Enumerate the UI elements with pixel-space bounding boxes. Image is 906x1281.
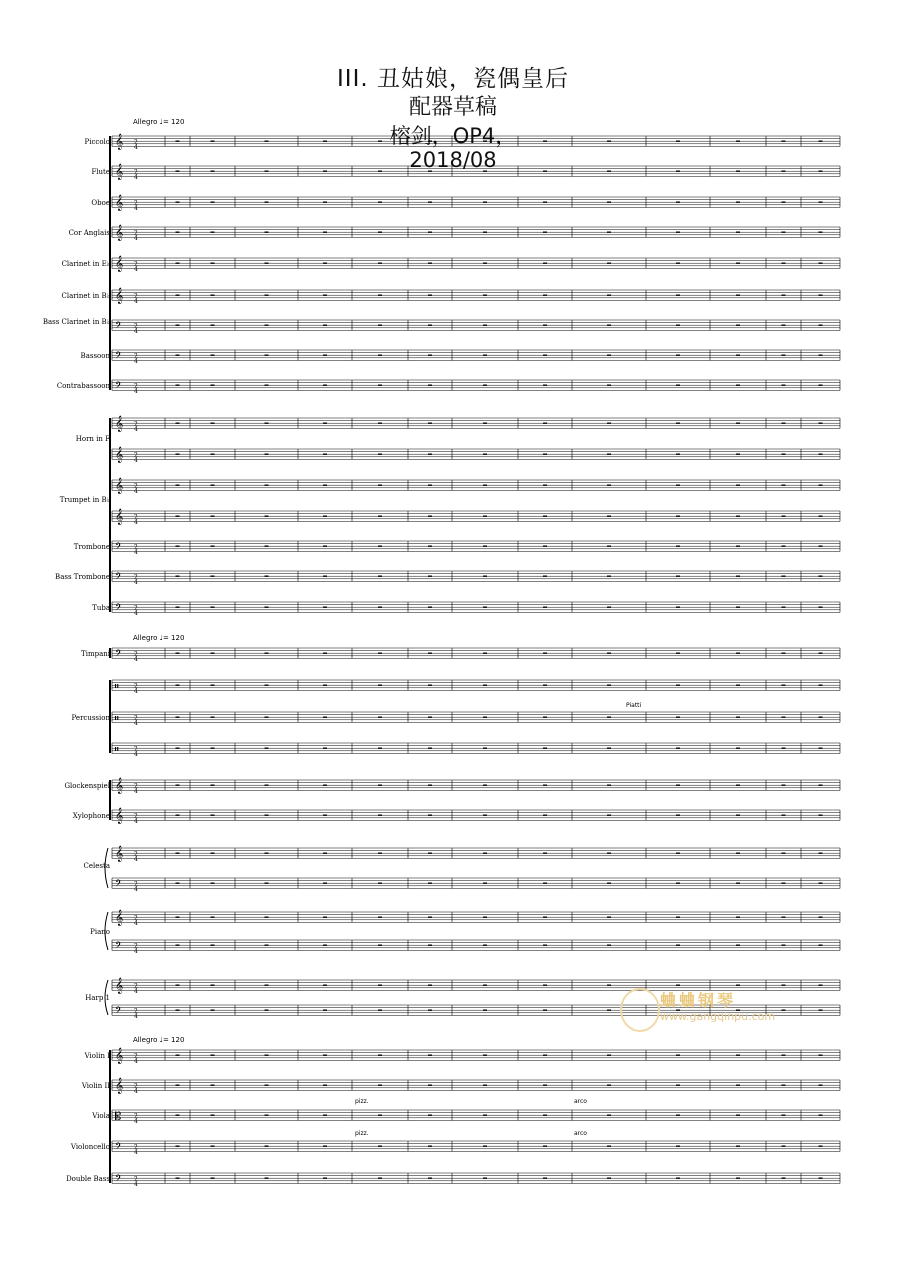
svg-text:2: 2 — [134, 851, 138, 858]
svg-text:2: 2 — [134, 323, 138, 330]
instrument-label: Celesta — [83, 862, 110, 870]
instrument-label: Trumpet in B♭ — [59, 496, 110, 504]
clef-violin-i: 𝄞 — [115, 1048, 124, 1064]
clef-trumpet-in-b-2: 𝄞 — [115, 509, 124, 525]
instrument-label: Percussion — [71, 714, 110, 722]
clef-bassoon: 𝄢 — [115, 350, 123, 363]
clef-trombone: 𝄢 — [115, 541, 123, 554]
clef-harp-1-bass: 𝄢 — [115, 1005, 123, 1018]
instrument-label: Piano — [90, 928, 110, 936]
svg-text:2: 2 — [134, 915, 138, 922]
clef-horn-in-f: 𝄞 — [115, 416, 124, 432]
svg-text:2: 2 — [134, 483, 138, 490]
svg-text:4: 4 — [134, 519, 138, 526]
svg-text:2: 2 — [134, 200, 138, 207]
clef-violin-ii: 𝄞 — [115, 1078, 124, 1094]
svg-text:2: 2 — [134, 983, 138, 990]
svg-text:2: 2 — [134, 715, 138, 722]
svg-text:4: 4 — [134, 235, 138, 242]
svg-text:4: 4 — [134, 1013, 138, 1020]
tempo-marking-timpani: Allegro ♩= 120 — [133, 634, 185, 642]
svg-text:4: 4 — [134, 1058, 138, 1065]
svg-text:2: 2 — [134, 1053, 138, 1060]
watermark — [620, 988, 800, 1028]
clef-oboe: 𝄞 — [115, 195, 124, 211]
svg-text:4: 4 — [134, 948, 138, 955]
svg-text:2: 2 — [134, 813, 138, 820]
clef-viola: 𝄡 — [115, 1110, 122, 1123]
clef-clarinet-in-b-: 𝄞 — [115, 288, 124, 304]
svg-text:4: 4 — [134, 358, 138, 365]
tempo-marking-strings: Allegro ♩= 120 — [133, 1036, 185, 1044]
score-title: III. 丑姑娘，瓷偶皇后 — [337, 66, 569, 92]
svg-text:4: 4 — [134, 426, 138, 433]
instrument-label: Violin I — [84, 1052, 110, 1060]
instrument-label: Violin II — [81, 1082, 110, 1090]
svg-text:2: 2 — [134, 1113, 138, 1120]
svg-text:4: 4 — [134, 488, 138, 495]
svg-text:2: 2 — [134, 746, 138, 753]
svg-text:2: 2 — [134, 230, 138, 237]
svg-text:4: 4 — [134, 1149, 138, 1156]
svg-text:2: 2 — [134, 783, 138, 790]
clef-violoncello: 𝄢 — [115, 1141, 123, 1154]
svg-text:4: 4 — [134, 818, 138, 825]
svg-text:2: 2 — [134, 683, 138, 690]
clef-timpani: 𝄢 — [115, 648, 123, 661]
svg-text:2: 2 — [134, 544, 138, 551]
svg-text:4: 4 — [134, 788, 138, 795]
svg-text:2: 2 — [134, 383, 138, 390]
clef-horn-in-f-2: 𝄞 — [115, 447, 124, 463]
svg-text:2: 2 — [134, 139, 138, 146]
instrument-label: Piccolo — [84, 138, 110, 146]
instrument-label: Double Bass — [66, 1175, 110, 1183]
svg-text:4: 4 — [134, 174, 138, 181]
instrument-label: Clarinet in B♭ — [61, 292, 110, 300]
piatti-annotation: Piatti — [626, 702, 642, 709]
clef-clarinet-in-e-: 𝄞 — [115, 256, 124, 272]
tempo-marking-winds: Allegro ♩= 120 — [133, 118, 185, 126]
clef-bass-trombone: 𝄢 — [115, 571, 123, 584]
svg-text:2: 2 — [134, 169, 138, 176]
viola-pizz-annotation: pizz. — [355, 1098, 369, 1105]
clef-bass-clarinet-in-b-: 𝄢 — [115, 320, 123, 333]
svg-text:2: 2 — [134, 293, 138, 300]
svg-text:2: 2 — [134, 261, 138, 268]
instrument-label: Bass Clarinet in B♭ — [42, 318, 110, 326]
svg-text:4: 4 — [134, 751, 138, 758]
instrument-label: Bassoon — [80, 352, 110, 360]
instrument-label: Horn in F — [75, 435, 110, 443]
svg-text:4: 4 — [134, 610, 138, 617]
svg-text:4: 4 — [134, 549, 138, 556]
svg-text:2: 2 — [134, 353, 138, 360]
instrument-label: Contrabassoon — [56, 382, 110, 390]
svg-text:4: 4 — [134, 298, 138, 305]
clef-cor-anglais: 𝄞 — [115, 225, 124, 241]
instrument-label: Xylophone — [72, 812, 110, 820]
svg-text:4: 4 — [134, 856, 138, 863]
instrument-label: Trombone — [73, 543, 110, 551]
svg-text:2: 2 — [134, 1083, 138, 1090]
svg-text:4: 4 — [134, 988, 138, 995]
instrument-label: Viola — [92, 1112, 110, 1120]
svg-text:2: 2 — [134, 421, 138, 428]
svg-text:4: 4 — [134, 1088, 138, 1095]
svg-text:4: 4 — [134, 144, 138, 151]
svg-text:4: 4 — [134, 457, 138, 464]
composer-line: 榕剑，OP4， — [389, 124, 517, 148]
clef-glockenspiel: 𝄞 — [115, 778, 124, 794]
svg-text:4: 4 — [134, 1118, 138, 1125]
score-subtitle: 配器草稿 — [408, 95, 497, 120]
clef-piano-bass: 𝄢 — [115, 940, 123, 953]
instrument-label: Tuba — [92, 604, 110, 612]
instrument-label: Glockenspiel — [64, 782, 110, 790]
svg-text:4: 4 — [134, 579, 138, 586]
watermark-logo-icon — [620, 988, 660, 1032]
svg-text:4: 4 — [134, 266, 138, 273]
clef-xylophone: 𝄞 — [115, 808, 124, 824]
clef-contrabassoon: 𝄢 — [115, 380, 123, 393]
clef-percussion: 𝄥 — [115, 712, 119, 725]
instrument-label: Cor Anglais — [68, 229, 110, 237]
clef-percussion-3: 𝄥 — [115, 743, 119, 756]
svg-text:4: 4 — [134, 205, 138, 212]
instrument-label: Oboe — [91, 199, 110, 207]
svg-text:2: 2 — [134, 651, 138, 658]
svg-text:4: 4 — [134, 886, 138, 893]
watermark-url: www.gangqinpu.com — [660, 1010, 776, 1023]
svg-text:2: 2 — [134, 1008, 138, 1015]
date-line: 2018/08 — [409, 148, 497, 172]
watermark-text: 蛐蛐钢琴 — [660, 991, 737, 1010]
svg-text:2: 2 — [134, 881, 138, 888]
clef-celesta: 𝄞 — [115, 846, 124, 862]
svg-text:2: 2 — [134, 574, 138, 581]
svg-text:2: 2 — [134, 514, 138, 521]
svg-text:4: 4 — [134, 688, 138, 695]
clef-double-bass: 𝄢 — [115, 1173, 123, 1186]
instrument-label: Clarinet in E♭ — [61, 260, 110, 268]
cello-pizz-annotation: pizz. — [355, 1130, 369, 1137]
clef-tuba: 𝄢 — [115, 602, 123, 615]
clef-harp-1: 𝄞 — [115, 978, 124, 994]
cello-arco-annotation: arco — [574, 1130, 587, 1137]
instrument-label: Harp 1 — [85, 994, 110, 1002]
clef-piccolo: 𝄞 — [115, 134, 124, 150]
clef-trumpet-in-b-: 𝄞 — [115, 478, 124, 494]
svg-text:2: 2 — [134, 452, 138, 459]
clef-celesta-bass: 𝄢 — [115, 878, 123, 891]
svg-text:2: 2 — [134, 1176, 138, 1183]
instrument-label: Flute — [91, 168, 110, 176]
viola-arco-annotation: arco — [574, 1098, 587, 1105]
svg-text:4: 4 — [134, 388, 138, 395]
instrument-label: Timpani — [81, 650, 110, 658]
svg-text:4: 4 — [134, 1181, 138, 1188]
svg-text:4: 4 — [134, 720, 138, 727]
clef-piano: 𝄞 — [115, 910, 124, 926]
instrument-label: Violoncello — [70, 1143, 110, 1151]
svg-text:4: 4 — [134, 656, 138, 663]
svg-text:4: 4 — [134, 328, 138, 335]
instrument-label: Bass Trombone — [55, 573, 110, 581]
svg-text:2: 2 — [134, 1144, 138, 1151]
svg-text:2: 2 — [134, 943, 138, 950]
clef-flute: 𝄞 — [115, 164, 124, 180]
svg-text:2: 2 — [134, 605, 138, 612]
svg-text:4: 4 — [134, 920, 138, 927]
clef-percussion-1: 𝄥 — [115, 680, 119, 693]
